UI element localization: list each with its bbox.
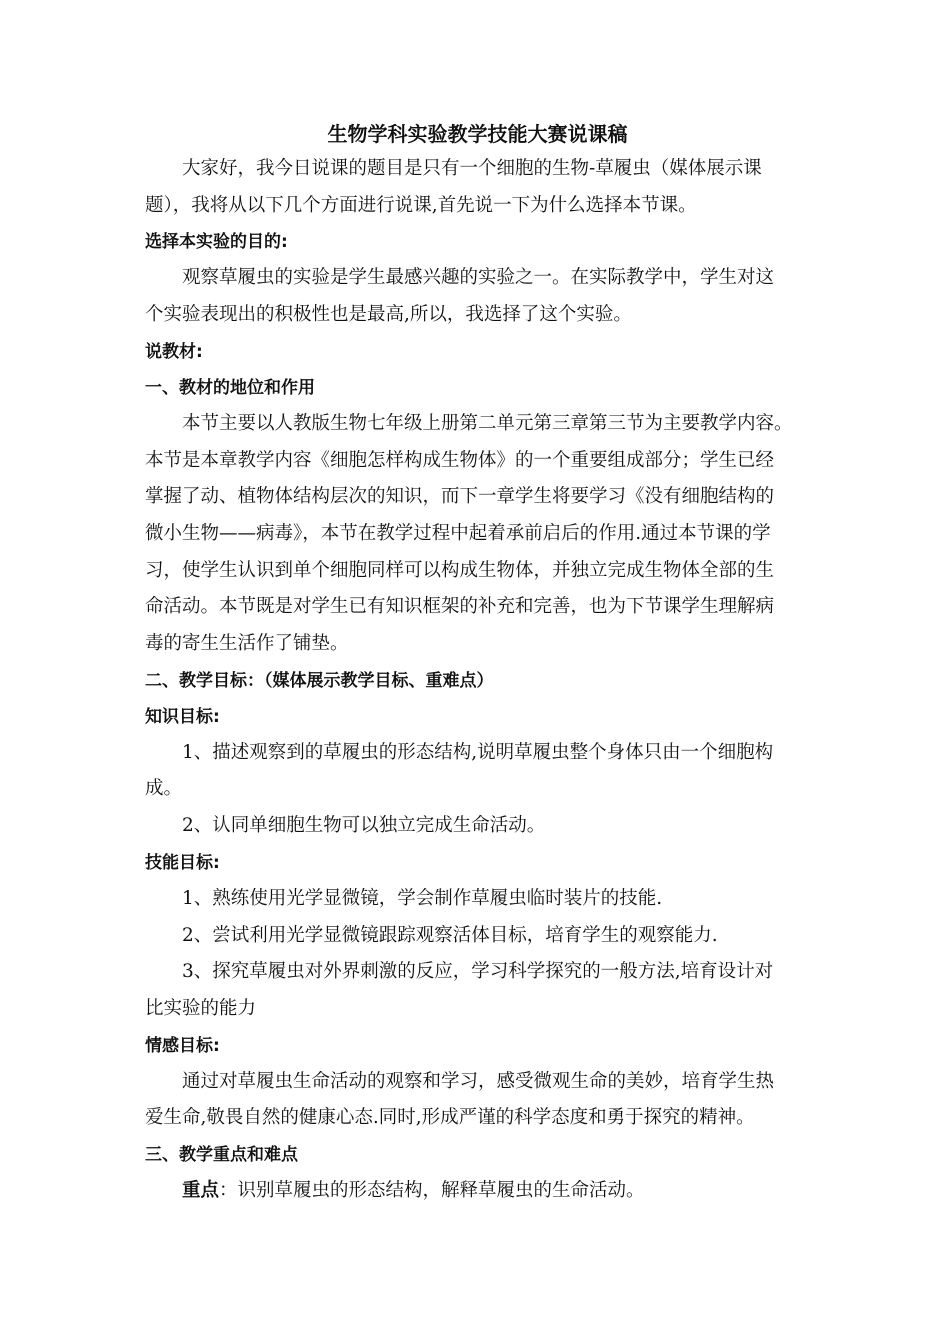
knowledge-item-1-line-2: 成。	[145, 778, 183, 800]
purpose-line-2: 个实验表现出的积极性也是最高,所以，我选择了这个实验。	[145, 304, 632, 326]
knowledge-item-1-line-1: 1、描述观察到的草履虫的形态结构,说明草履虫整个身体只由一个细胞构	[182, 741, 774, 763]
purpose-heading: 选择本实验的目的:	[145, 232, 288, 253]
section1-line: 习，使学生认识到单个细胞同样可以构成生物体，并独立完成生物体全部的生	[145, 559, 775, 581]
knowledge-item-1	[145, 735, 810, 808]
goals-heading: 二、教学目标：（媒体展示教学目标、重难点）	[145, 670, 494, 691]
keypoint-paragraph	[145, 1173, 810, 1210]
textbook-heading: 说教材:	[145, 341, 203, 362]
intro-line-1: 大家好，我今日说课的题目是只有一个细胞的生物-草履虫（媒体展示课	[182, 158, 762, 179]
document-title: 生物学科实验教学技能大赛说课稿	[327, 122, 628, 146]
document-page	[145, 117, 810, 1210]
section1-line: 毒的寄生生活作了铺垫。	[145, 633, 349, 655]
keypoint-text: ：识别草履虫的形态结构，解释草履虫的生命活动。	[219, 1180, 645, 1202]
skill-goals-heading: 技能目标:	[145, 852, 220, 873]
knowledge-goals-heading: 知识目标:	[145, 706, 220, 727]
section1-line: 本节是本章教学内容《细胞怎样构成生物体》的一个重要组成部分；学生已经	[145, 449, 775, 471]
skill-item-3	[145, 954, 810, 1027]
section1-heading: 一、教材的地位和作用	[145, 377, 315, 398]
keypoint-label: 重点	[182, 1180, 220, 1202]
skill-item-3-line-1: 3、探究草履虫对外界刺激的反应，学习科学探究的一般方法,培育设计对	[182, 961, 774, 983]
emotion-goals-heading: 情感目标:	[145, 1035, 220, 1056]
skill-item-1: 1、熟练使用光学显微镜，学会制作草履虫临时装片的技能.	[182, 887, 663, 909]
knowledge-item-2: 2、认同单细胞生物可以独立完成生命活动。	[182, 815, 546, 837]
section1-line: 本节主要以人教版生物七年级上册第二单元第三章第三节为主要教学内容。	[182, 412, 793, 434]
intro-line-2: 题），我将从以下几个方面进行说课,首先说一下为什么选择本节课。	[145, 194, 697, 216]
section1-line: 命活动。本节既是对学生已有知识框架的补充和完善，也为下节课学生理解病	[145, 596, 775, 618]
intro-paragraph	[145, 151, 810, 224]
keypoints-heading: 三、教学重点和难点	[145, 1145, 298, 1166]
skill-item-3-line-2: 比实验的能力	[145, 997, 257, 1019]
emotion-line-1: 通过对草履虫生命活动的观察和学习，感受微观生命的美妙，培育学生热	[182, 1070, 775, 1092]
section1-line: 微小生物——病毒》，本节在教学过程中起着承前启后的作用.通过本节课的学	[145, 522, 771, 544]
section1-paragraph	[145, 406, 810, 663]
section1-line: 掌握了动、植物体结构层次的知识，而下一章学生将要学习《没有细胞结构的	[145, 486, 775, 508]
emotion-paragraph	[145, 1064, 810, 1137]
purpose-paragraph	[145, 260, 810, 333]
skill-item-2: 2、尝试利用光学显微镜跟踪观察活体目标，培育学生的观察能力.	[182, 924, 718, 946]
emotion-line-2: 爱生命,敬畏自然的健康心态.同时,形成严谨的科学态度和勇于探究的精神。	[145, 1107, 755, 1129]
purpose-line-1: 观察草履虫的实验是学生最感兴趣的实验之一。在实际教学中，学生对这	[182, 267, 775, 289]
